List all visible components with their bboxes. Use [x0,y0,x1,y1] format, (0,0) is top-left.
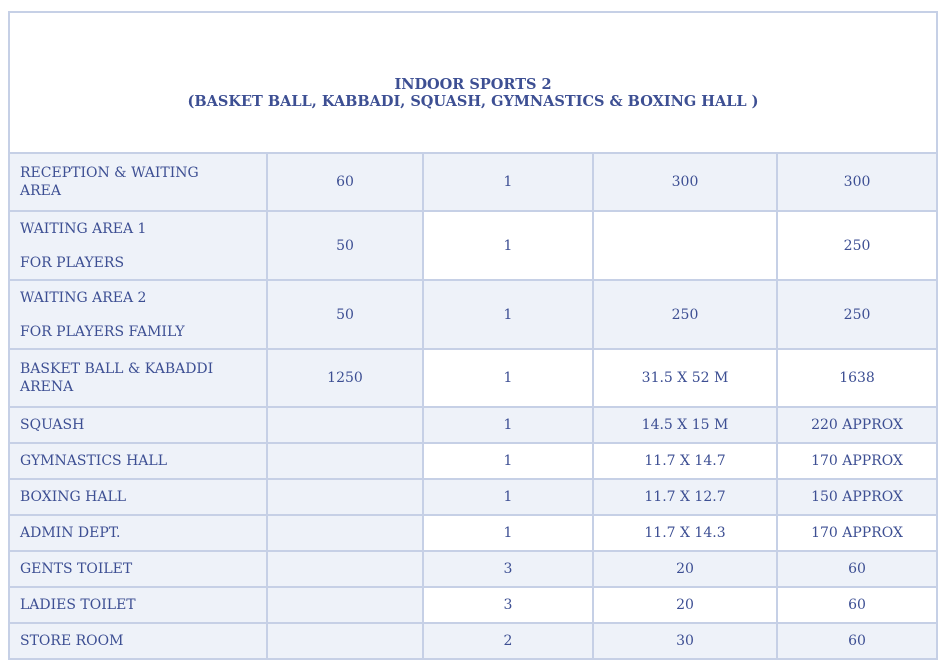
room-name-cell [9,623,267,659]
size-cell [593,211,777,280]
area-cell: 1638 [777,349,937,407]
capacity-cell: 50 [267,211,423,280]
area-cell: 60 [777,587,937,623]
area-cell: 220 APPROX [777,407,937,443]
table-row [9,153,937,211]
capacity-cell: 1250 [267,349,423,407]
room-name-line: WAITING AREA 1 [20,220,147,237]
size-cell: 20 [593,587,777,623]
room-name-line: SQUASH [20,417,85,433]
table-row [9,443,937,479]
table-row [9,211,937,280]
table-row [9,551,937,587]
capacity-cell [267,623,423,659]
table-row [9,349,937,407]
quantity-cell: 1 [423,280,593,349]
indoor-sports-table-container [8,11,936,660]
area-cell: 60 [777,623,937,659]
room-name-line: FOR PLAYERS FAMILY [20,323,185,340]
area-cell: 250 [777,280,937,349]
table-title [9,12,937,153]
quantity-cell: 1 [423,211,593,280]
capacity-cell [267,479,423,515]
quantity-cell: 2 [423,623,593,659]
table-row [9,479,937,515]
area-cell: 170 APPROX [777,515,937,551]
room-name-cell [9,551,267,587]
room-name-cell [9,153,267,211]
room-name-cell [9,211,267,280]
table-row [9,407,937,443]
capacity-cell [267,587,423,623]
capacity-cell: 60 [267,153,423,211]
table-row [9,623,937,659]
room-name-line: GYMNASTICS HALL [20,453,167,469]
room-name-line: BASKET BALL & KABADDI [20,361,214,377]
quantity-cell: 3 [423,551,593,587]
capacity-cell [267,443,423,479]
size-cell: 31.5 X 52 M [593,349,777,407]
indoor-sports-table [8,11,938,660]
quantity-cell: 1 [423,479,593,515]
table-title-line-1: INDOOR SPORTS 2 [394,75,552,93]
line-gap [20,238,256,254]
room-name-line: ARENA [20,379,74,395]
area-cell: 300 [777,153,937,211]
size-cell: 300 [593,153,777,211]
quantity-cell: 1 [423,349,593,407]
quantity-cell: 3 [423,587,593,623]
room-name-cell [9,515,267,551]
quantity-cell: 1 [423,515,593,551]
room-name-cell [9,349,267,407]
room-name-line: FOR PLAYERS [20,254,125,271]
room-name-line: BOXING HALL [20,489,127,505]
quantity-cell: 1 [423,443,593,479]
room-name-line: ADMIN DEPT. [20,525,121,541]
room-name-cell [9,587,267,623]
room-name-cell [9,443,267,479]
size-cell: 14.5 X 15 M [593,407,777,443]
size-cell: 11.7 X 12.7 [593,479,777,515]
area-cell: 150 APPROX [777,479,937,515]
room-name-cell [9,407,267,443]
room-name-line: LADIES TOILET [20,597,136,613]
room-name-cell [9,479,267,515]
quantity-cell: 1 [423,407,593,443]
table-row [9,280,937,349]
size-cell: 11.7 X 14.7 [593,443,777,479]
capacity-cell [267,515,423,551]
table-row [9,587,937,623]
room-name-line: WAITING AREA 2 [20,289,147,306]
table-body [9,153,937,659]
capacity-cell: 50 [267,280,423,349]
room-name-line: STORE ROOM [20,633,124,649]
area-cell: 250 [777,211,937,280]
area-cell: 170 APPROX [777,443,937,479]
table-title-line-2: (BASKET BALL, KABBADI, SQUASH, GYMNASTICS & BOXING HALL ) [187,92,759,110]
size-cell: 20 [593,551,777,587]
size-cell: 30 [593,623,777,659]
table-row [9,515,937,551]
size-cell: 11.7 X 14.3 [593,515,777,551]
size-cell: 250 [593,280,777,349]
area-cell: 60 [777,551,937,587]
line-gap [20,307,256,323]
room-name-line: RECEPTION & WAITING [20,165,199,181]
quantity-cell: 1 [423,153,593,211]
room-name-cell [9,280,267,349]
room-name-line: GENTS TOILET [20,561,133,577]
capacity-cell [267,407,423,443]
room-name-line: AREA [20,183,61,199]
capacity-cell [267,551,423,587]
